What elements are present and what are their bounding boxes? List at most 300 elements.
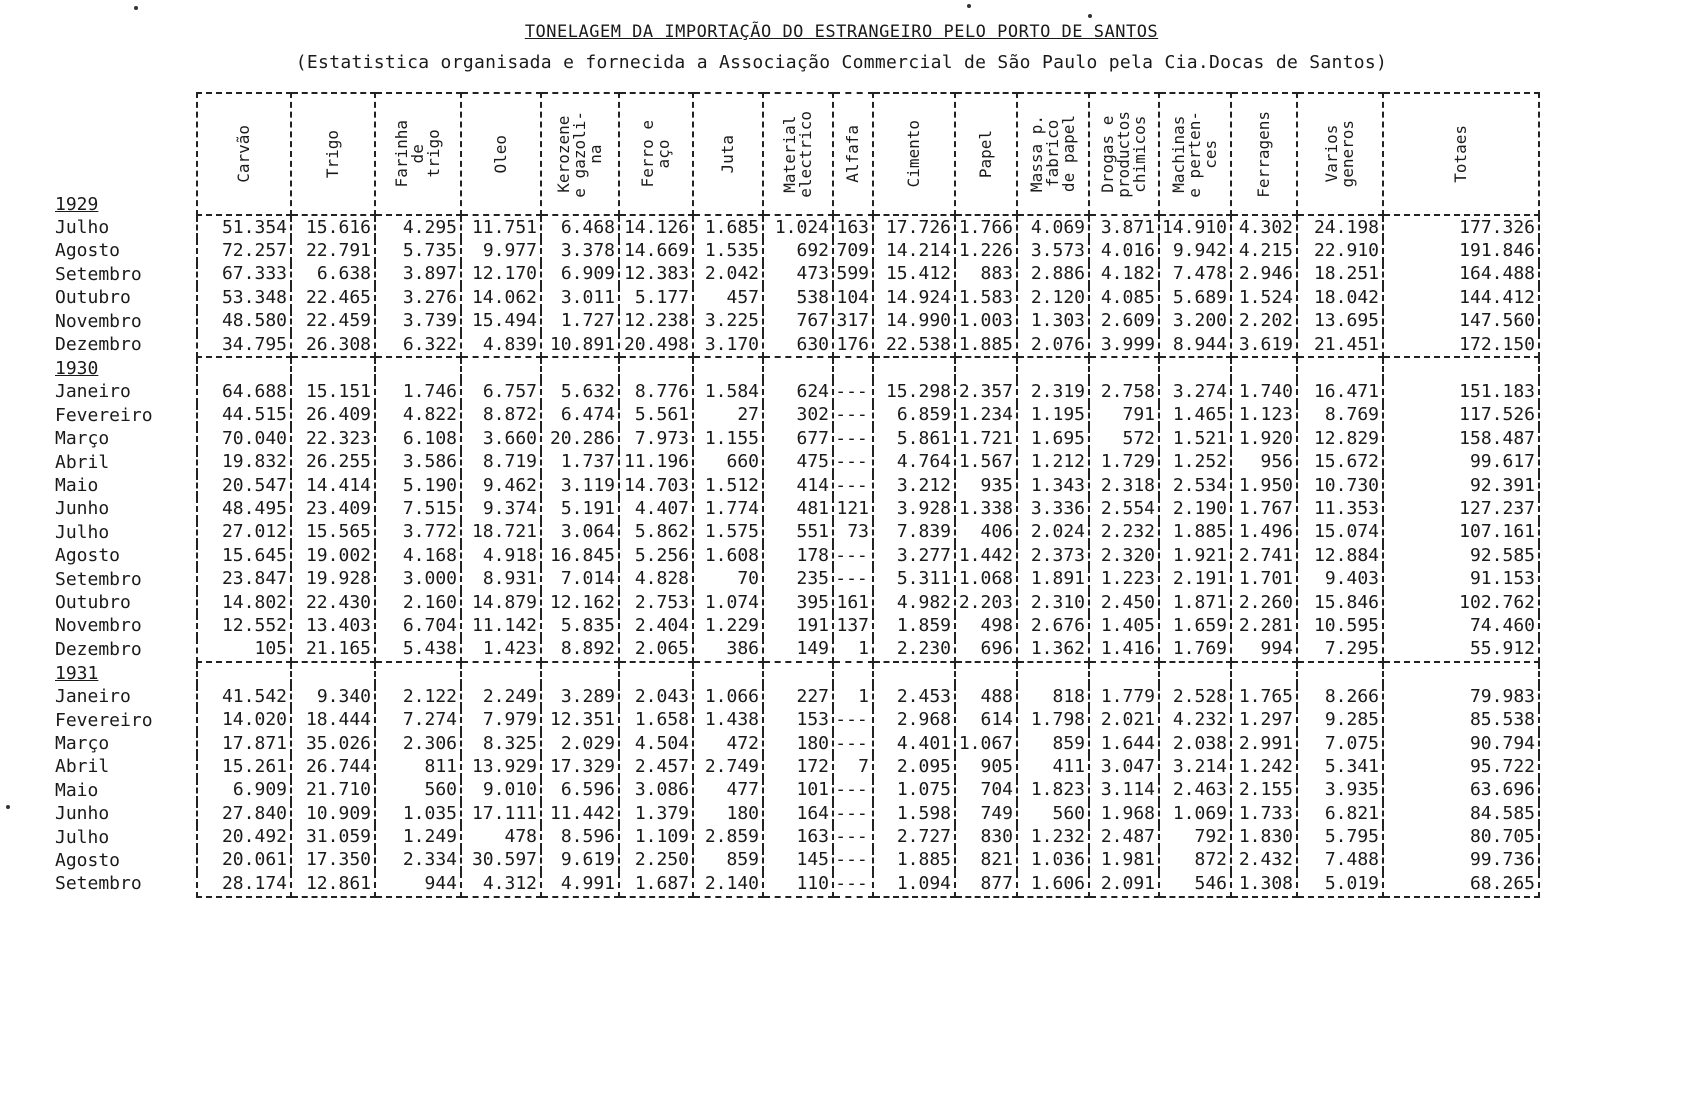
table-cell: 572 (1089, 427, 1159, 450)
table-cell: 7.274 (375, 708, 461, 731)
table-cell: 5.019 (1297, 872, 1383, 896)
table-row (197, 544, 1539, 567)
table-cell: 127.237 (1383, 497, 1539, 520)
table-cell: 16.471 (1297, 380, 1383, 403)
spacer-cell (1017, 662, 1089, 685)
table-cell: 6.704 (375, 614, 461, 637)
table-cell: --- (833, 872, 873, 896)
table-cell: 1.303 (1017, 310, 1089, 333)
table-cell: --- (833, 544, 873, 567)
table-cell: 22.465 (291, 286, 375, 309)
table-cell: 12.351 (541, 708, 619, 731)
table-cell: 1.567 (955, 451, 1017, 474)
month-label: Fevereiro (55, 404, 153, 426)
table-cell: 8.872 (461, 404, 541, 427)
table-cell: 10.730 (1297, 474, 1383, 497)
table-cell: 11.196 (619, 451, 693, 474)
table-cell: 21.710 (291, 779, 375, 802)
table-cell: 13.403 (291, 614, 375, 637)
table-row (197, 755, 1539, 778)
table-cell: 1.195 (1017, 404, 1089, 427)
column-header (693, 93, 763, 215)
table-cell: --- (833, 825, 873, 848)
table-cell: 1.067 (955, 732, 1017, 755)
table-cell: 14.062 (461, 286, 541, 309)
month-label: Julho (55, 217, 110, 238)
table-cell: 818 (1017, 685, 1089, 708)
column-header-label: Massa p. fabrico de papel (1027, 115, 1078, 193)
spacer-cell (197, 662, 291, 685)
table-cell: 73 (833, 521, 873, 544)
table-cell: --- (833, 451, 873, 474)
table-cell: 8.769 (1297, 404, 1383, 427)
month-label: Agosto (55, 240, 121, 262)
table-cell: 4.982 (873, 591, 955, 614)
column-header (1089, 93, 1159, 215)
table-cell: 9.942 (1159, 239, 1231, 262)
table-cell: 2.676 (1017, 614, 1089, 637)
table-cell: 2.741 (1231, 544, 1297, 567)
table-cell: 488 (955, 685, 1017, 708)
table-row (197, 380, 1539, 403)
spacer-cell (541, 357, 619, 380)
table-cell: --- (833, 802, 873, 825)
table-cell: 2.203 (955, 591, 1017, 614)
month-label: Dezembro (55, 638, 142, 660)
month-label: Junho (55, 498, 110, 520)
table-cell: 6.638 (291, 263, 375, 286)
table-cell: 956 (1231, 451, 1297, 474)
table-cell: 1.423 (461, 638, 541, 662)
table-cell: 905 (955, 755, 1017, 778)
column-header-label: Totaes (1451, 125, 1470, 183)
table-cell: 1.035 (375, 802, 461, 825)
table-cell: 1.746 (375, 380, 461, 403)
table-cell: 1.859 (873, 614, 955, 637)
table-cell: 2.727 (873, 825, 955, 848)
table-cell: 1.981 (1089, 849, 1159, 872)
table-cell: 15.616 (291, 215, 375, 239)
table-cell: 3.064 (541, 521, 619, 544)
table-cell: 227 (763, 685, 833, 708)
table-cell: 44.515 (197, 404, 291, 427)
table-cell: 2.122 (375, 685, 461, 708)
table-cell: 475 (763, 451, 833, 474)
table-cell: 660 (693, 451, 763, 474)
table-cell: 3.047 (1089, 755, 1159, 778)
table-cell: 63.696 (1383, 779, 1539, 802)
table-cell: 2.190 (1159, 497, 1231, 520)
table-cell: 3.214 (1159, 755, 1231, 778)
table-cell: 859 (1017, 732, 1089, 755)
month-label: Julho (55, 826, 110, 848)
table-cell: 2.042 (693, 263, 763, 286)
table-cell: 2.758 (1089, 380, 1159, 403)
table-cell: 5.561 (619, 404, 693, 427)
table-cell: 5.177 (619, 286, 693, 309)
table-cell: 1.727 (541, 310, 619, 333)
table-cell: 9.285 (1297, 708, 1383, 731)
table-cell: 180 (763, 732, 833, 755)
column-header-label: Ferro e aço (638, 120, 673, 188)
table-cell: 3.276 (375, 286, 461, 309)
table-cell: 158.487 (1383, 427, 1539, 450)
table-cell: 406 (955, 521, 1017, 544)
table-cell: 883 (955, 263, 1017, 286)
table-cell: 3.212 (873, 474, 955, 497)
table-cell: 7.075 (1297, 732, 1383, 755)
spacer-cell (833, 662, 873, 685)
table-cell: 2.463 (1159, 779, 1231, 802)
table-cell: 944 (375, 872, 461, 896)
table-cell: 26.744 (291, 755, 375, 778)
table-cell: 161 (833, 591, 873, 614)
column-header-label: Papel (976, 129, 995, 179)
table-cell: 2.021 (1089, 708, 1159, 731)
column-header-label: Varios generos (1322, 120, 1357, 188)
table-cell: 64.688 (197, 380, 291, 403)
table-cell: 3.378 (541, 239, 619, 262)
column-header-label: Drogas e productos chimicos (1098, 110, 1149, 198)
table-cell: 1.465 (1159, 404, 1231, 427)
table-cell: 317 (833, 310, 873, 333)
table-cell: 191 (763, 614, 833, 637)
table-cell: 2.250 (619, 849, 693, 872)
table-cell: 26.409 (291, 404, 375, 427)
table-cell: 3.114 (1089, 779, 1159, 802)
table-cell: 20.061 (197, 849, 291, 872)
table-cell: 70.040 (197, 427, 291, 450)
table-cell: 2.191 (1159, 567, 1231, 590)
table-cell: 6.757 (461, 380, 541, 403)
table-cell: 1.769 (1159, 638, 1231, 662)
table-cell: 1.644 (1089, 732, 1159, 755)
spacer-cell (1231, 357, 1297, 380)
table-cell: 10.595 (1297, 614, 1383, 637)
month-label: Outubro (55, 287, 131, 309)
table-cell: 15.151 (291, 380, 375, 403)
table-cell: 2.038 (1159, 732, 1231, 755)
table-cell: 1.123 (1231, 404, 1297, 427)
table-row (197, 591, 1539, 614)
table-cell: 3.619 (1231, 333, 1297, 357)
table-cell: 4.504 (619, 732, 693, 755)
table-cell: 1.109 (619, 825, 693, 848)
spacer-cell (873, 662, 955, 685)
table-cell: 13.929 (461, 755, 541, 778)
spacer-cell (1231, 662, 1297, 685)
table-cell: 2.373 (1017, 544, 1089, 567)
month-label: Março (55, 733, 110, 754)
table-cell: 4.069 (1017, 215, 1089, 239)
table-cell: 1.767 (1231, 497, 1297, 520)
column-header-label: Oleo (491, 134, 510, 174)
spacer-cell (1089, 662, 1159, 685)
table-cell: 767 (763, 310, 833, 333)
month-label: Setembro (55, 568, 142, 590)
spacer-cell (1159, 357, 1231, 380)
table-cell: 14.879 (461, 591, 541, 614)
table-cell: 13.695 (1297, 310, 1383, 333)
table-cell: 7.295 (1297, 638, 1383, 662)
table-row (197, 427, 1539, 450)
table-cell: 15.074 (1297, 521, 1383, 544)
table-cell: 7.478 (1159, 263, 1231, 286)
table-cell: 4.168 (375, 544, 461, 567)
table-cell: 6.596 (541, 779, 619, 802)
table-cell: 677 (763, 427, 833, 450)
year-label: 1929 (55, 194, 99, 215)
table-cell: 1.779 (1089, 685, 1159, 708)
table-cell: 20.286 (541, 427, 619, 450)
table-cell: 1.405 (1089, 614, 1159, 637)
table-cell: 22.323 (291, 427, 375, 450)
table-cell: 5.341 (1297, 755, 1383, 778)
table-cell: 1.733 (1231, 802, 1297, 825)
month-label: Novembro (55, 615, 142, 637)
table-cell: 48.580 (197, 310, 291, 333)
table-cell: 12.238 (619, 310, 693, 333)
table-row (197, 404, 1539, 427)
spacer-cell (833, 357, 873, 380)
table-cell: 538 (763, 286, 833, 309)
table-cell: 1.766 (955, 215, 1017, 239)
table-cell: 22.459 (291, 310, 375, 333)
month-label: Novembro (55, 310, 142, 332)
month-label: Julho (55, 521, 110, 543)
table-cell: 696 (955, 638, 1017, 662)
title-text: TONELAGEM DA IMPORTAÇÃO DO ESTRANGEIRO PELO PORTO DE SANTOS (524, 22, 1159, 42)
table-cell: 12.829 (1297, 427, 1383, 450)
table-cell: 18.444 (291, 708, 375, 731)
table-cell: 1.798 (1017, 708, 1089, 731)
table-cell: 1.232 (1017, 825, 1089, 848)
table-body (197, 215, 1539, 897)
table-cell: 30.597 (461, 849, 541, 872)
table-cell: 3.011 (541, 286, 619, 309)
table-cell: 31.059 (291, 825, 375, 848)
table-cell: 709 (833, 239, 873, 262)
spacer-cell (1017, 357, 1089, 380)
table-cell: 7.488 (1297, 849, 1383, 872)
table-cell: 473 (763, 263, 833, 286)
table-cell: 2.453 (873, 685, 955, 708)
table-cell: 2.232 (1089, 521, 1159, 544)
spacer-cell (197, 357, 291, 380)
table-cell: 11.353 (1297, 497, 1383, 520)
table-cell: 3.225 (693, 310, 763, 333)
table-cell: 7.973 (619, 427, 693, 450)
column-header-label: Material electrico (780, 110, 815, 198)
table-cell: 821 (955, 849, 1017, 872)
table-cell: 6.468 (541, 215, 619, 239)
spacer-cell (619, 662, 693, 685)
table-cell: 2.029 (541, 732, 619, 755)
table-cell: 4.215 (1231, 239, 1297, 262)
column-header-label: Juta (718, 134, 737, 174)
column-header-label: Ferragens (1254, 110, 1273, 198)
table-cell: 1.308 (1231, 872, 1297, 896)
table-cell: 91.153 (1383, 567, 1539, 590)
table-cell: 1.968 (1089, 802, 1159, 825)
table-cell: 17.329 (541, 755, 619, 778)
table-cell: 3.336 (1017, 497, 1089, 520)
table-cell: 4.401 (873, 732, 955, 755)
table-cell: 2.076 (1017, 333, 1089, 357)
table-cell: 92.391 (1383, 474, 1539, 497)
column-header (619, 93, 693, 215)
table-cell: 1.583 (955, 286, 1017, 309)
table-cell: 172.150 (1383, 333, 1539, 357)
column-header-label: Kerozene e gazoli- na (554, 110, 605, 198)
table-cell: 67.333 (197, 263, 291, 286)
table-cell: 180 (693, 802, 763, 825)
table-cell: 1.891 (1017, 567, 1089, 590)
table-cell: 4.302 (1231, 215, 1297, 239)
table-cell: 12.162 (541, 591, 619, 614)
month-label: Abril (55, 451, 110, 473)
table-cell: 5.311 (873, 567, 955, 590)
table-cell: 10.909 (291, 802, 375, 825)
table-cell: 3.119 (541, 474, 619, 497)
table-cell: 17.726 (873, 215, 955, 239)
table-cell: 14.802 (197, 591, 291, 614)
table-cell: 3.586 (375, 451, 461, 474)
table-cell: 22.910 (1297, 239, 1383, 262)
table-cell: 457 (693, 286, 763, 309)
table-cell: 144.412 (1383, 286, 1539, 309)
table-cell: 51.354 (197, 215, 291, 239)
column-header (461, 93, 541, 215)
table-cell: 19.002 (291, 544, 375, 567)
table-cell: 5.632 (541, 380, 619, 403)
table-cell: 1.155 (693, 427, 763, 450)
table-cell: 14.214 (873, 239, 955, 262)
table-cell: 1.066 (693, 685, 763, 708)
table-cell: 1.003 (955, 310, 1017, 333)
table-cell: 1.765 (1231, 685, 1297, 708)
table-cell: 21.451 (1297, 333, 1383, 357)
table-cell: 27.840 (197, 802, 291, 825)
year-spacer-row (197, 357, 1539, 380)
table-cell: 1.740 (1231, 380, 1297, 403)
table-cell: 1.512 (693, 474, 763, 497)
table-cell: 22.791 (291, 239, 375, 262)
table-cell: --- (833, 779, 873, 802)
speck (1088, 14, 1092, 18)
table-cell: --- (833, 427, 873, 450)
table-cell: 2.043 (619, 685, 693, 708)
table-cell: 1.094 (873, 872, 955, 896)
table-cell: 792 (1159, 825, 1231, 848)
table-cell: 1 (833, 638, 873, 662)
table-cell: 935 (955, 474, 1017, 497)
column-header-label: Cimento (904, 120, 923, 188)
table-cell: 14.990 (873, 310, 955, 333)
table-cell: 4.828 (619, 567, 693, 590)
spacer-cell (1089, 357, 1159, 380)
table-cell: 1.885 (955, 333, 1017, 357)
spacer-cell (291, 357, 375, 380)
table-cell: 35.026 (291, 732, 375, 755)
spacer-cell (693, 357, 763, 380)
month-label: Janeiro (55, 381, 131, 403)
table-cell: 14.020 (197, 708, 291, 731)
table-cell: 2.249 (461, 685, 541, 708)
table-cell: 692 (763, 239, 833, 262)
column-header (291, 93, 375, 215)
table-cell: 1.024 (763, 215, 833, 239)
table-cell: 1.687 (619, 872, 693, 896)
table-cell: 478 (461, 825, 541, 848)
column-header (197, 93, 291, 215)
month-label: Março (55, 428, 110, 450)
table-cell: 8.596 (541, 825, 619, 848)
table-cell: 560 (1017, 802, 1089, 825)
table-cell: 164 (763, 802, 833, 825)
table-cell: 15.645 (197, 544, 291, 567)
table-cell: 99.736 (1383, 849, 1539, 872)
table-cell: 1.830 (1231, 825, 1297, 848)
table-cell: --- (833, 567, 873, 590)
table-cell: 302 (763, 404, 833, 427)
month-label: Setembro (55, 873, 142, 895)
table-cell: 2.095 (873, 755, 955, 778)
table-cell: 2.554 (1089, 497, 1159, 520)
table-cell: 6.859 (873, 404, 955, 427)
spacer-cell (955, 662, 1017, 685)
table-cell: 178 (763, 544, 833, 567)
table-cell: 15.261 (197, 755, 291, 778)
table-cell: 560 (375, 779, 461, 802)
table-cell: 5.861 (873, 427, 955, 450)
table-row (197, 451, 1539, 474)
table-cell: --- (833, 732, 873, 755)
table-cell: 145 (763, 849, 833, 872)
table-row (197, 849, 1539, 872)
table-cell: 79.983 (1383, 685, 1539, 708)
table-cell: --- (833, 380, 873, 403)
table-cell: 22.538 (873, 333, 955, 357)
table-cell: 177.326 (1383, 215, 1539, 239)
table-cell: 6.909 (541, 263, 619, 286)
table-cell: 704 (955, 779, 1017, 802)
table-cell: 2.334 (375, 849, 461, 872)
table-cell: 92.585 (1383, 544, 1539, 567)
table-cell: 11.442 (541, 802, 619, 825)
table-cell: 9.340 (291, 685, 375, 708)
table-cell: 80.705 (1383, 825, 1539, 848)
table-cell: 1.871 (1159, 591, 1231, 614)
table-cell: 2.753 (619, 591, 693, 614)
table-cell: 151.183 (1383, 380, 1539, 403)
table-cell: 12.170 (461, 263, 541, 286)
table-cell: 3.170 (693, 333, 763, 357)
spacer-cell (291, 662, 375, 685)
table-row (197, 310, 1539, 333)
spacer-cell (1297, 357, 1383, 380)
table-row (197, 732, 1539, 755)
import-tonnage-table (196, 92, 1540, 898)
table-cell: 3.739 (375, 310, 461, 333)
table-cell: 1.252 (1159, 451, 1231, 474)
table-cell: 2.160 (375, 591, 461, 614)
table-cell: 27 (693, 404, 763, 427)
table-cell: 1.524 (1231, 286, 1297, 309)
table-cell: 3.928 (873, 497, 955, 520)
spacer-cell (1383, 357, 1539, 380)
table-cell: 137 (833, 614, 873, 637)
